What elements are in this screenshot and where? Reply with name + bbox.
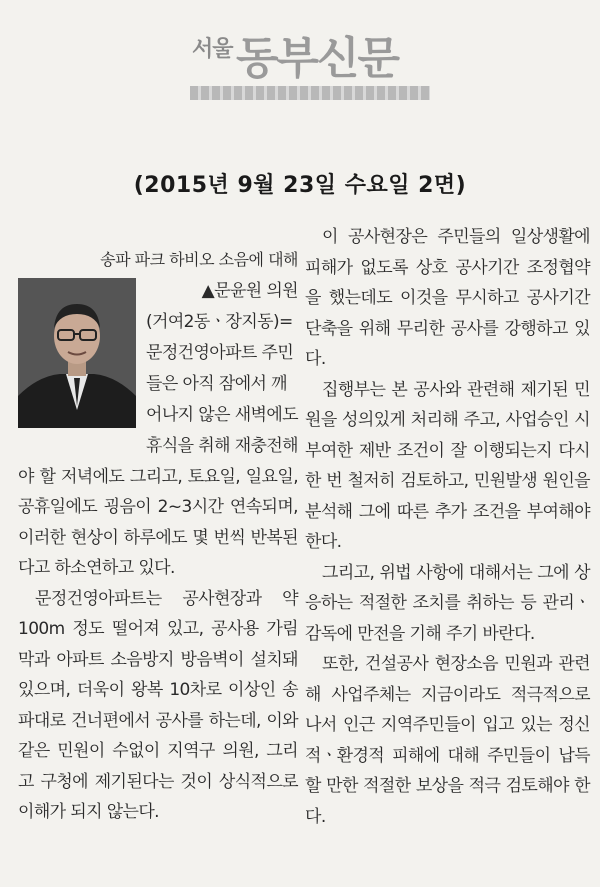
article-left-column [18, 240, 298, 828]
masthead-bar [190, 86, 430, 100]
article-byline: ▲문윤원 의원 [201, 281, 298, 301]
masthead-seoul: 서울 [192, 37, 233, 62]
article-affil: (거여2동ㆍ장지동)= 문정건영아파트 주민들은 아직 잠에서 깨어나지 않은 새벽에도 [146, 312, 299, 425]
article-left-paragraph-2: 문정건영아파트는 공사현장과 약 100m 정도 떨어져 있고, 공사용 가림막과 아파트 소음방지 방음벽이 설치돼 있으며, 더욱이 왕복 10차로 이상인 송파대로 건너편에서 공사를 하는데, 이와 같은 민원이 수없이 지역구 의원, 그리고 구청에 제기된다는 것이 상식적으로 이해가 되지 않는다. [18, 588, 298, 822]
article-right-column [305, 222, 590, 832]
article-right-paragraph-1: 이 공사현장은 주민들의 일상생활에 피해가 없도록 상호 공사기간 조정협약을 했는데도 이것을 무시하고 공사기간 단축을 위해 무리한 공사를 강행하고 있다. [305, 227, 590, 369]
dateline: (2015년 9월 23일 수요일 2면) [133, 173, 467, 198]
article-right-paragraph-4: 또한, 건설공사 현장소음 민원과 관련해 사업주체는 지금이라도 적극적으로 나서 인근 지역주민들이 입고 있는 정신적ㆍ환경적 피해에 대해 주민들이 납득할 만한 적절한 보상을 적극 검토해야 한다. [305, 654, 590, 827]
article-right-paragraph-2: 집행부는 본 공사와 관련해 제기된 민원을 성의있게 처리해 주고, 사업승인 시 부여한 제반 조건이 잘 이행되는지 다시 한 번 철저히 검토하고, 민원발생 원인을 분석해 그에 따른 추가 조건을 부여해야 한다. [305, 379, 590, 552]
masthead [190, 18, 430, 108]
portrait-photo [18, 278, 136, 434]
masthead-title: 동부신문 [236, 33, 399, 84]
article-right-paragraph-3: 그리고, 위법 사항에 대해서는 그에 상응하는 적절한 조치를 취하는 등 관리ㆍ감독에 만전을 기해 주기 바란다. [305, 562, 590, 644]
portrait-icon [18, 278, 136, 428]
article-headline: 송파 파크 하비오 소음에 대해 [100, 250, 298, 269]
article-left-paragraph-1: 휴식을 취해 재충전해야 할 저녁에도 그리고, 토요일, 일요일, 공휴일에도 굉음이 2~3시간 연속되며, 이러한 현상이 하루에도 몇 번씩 반복된다고 하소연하고 있다. [18, 436, 299, 578]
